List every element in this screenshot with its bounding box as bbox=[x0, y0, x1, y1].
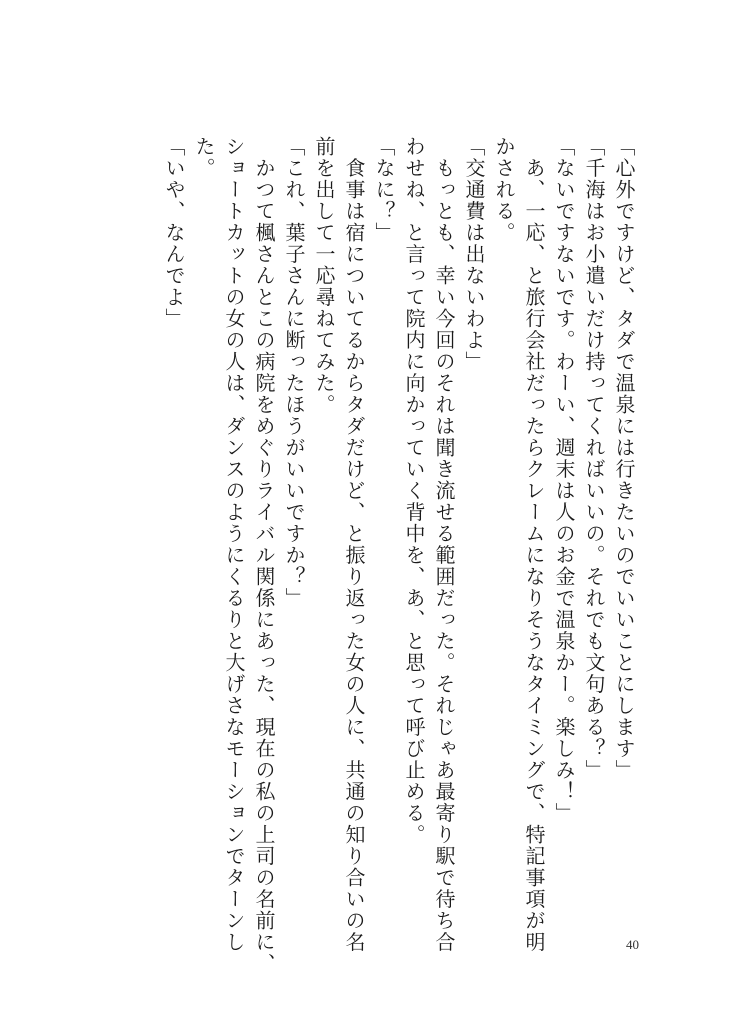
text-line: 食事は宿についてるからタダだけど、と振り返った女の人に、共通の知り合いの名 bbox=[342, 136, 366, 953]
text-line: かされる。 bbox=[492, 136, 516, 244]
text-line: わせね、と言って院内に向かっていく背中を、あ、と思って呼び止める。 bbox=[402, 136, 426, 846]
page-number: 40 bbox=[626, 937, 639, 952]
text-line: ショートカットの女の人は、ダンスのようにくるりと大げさなモーションでターンし bbox=[222, 136, 246, 953]
text-line: 前を出して一応尋ねてみた。 bbox=[312, 136, 336, 416]
text-line: 「ないですないです。わーい、週末は人のお金で温泉かー。楽しみ！」 bbox=[552, 136, 576, 824]
text-line: 「なに？」 bbox=[372, 136, 396, 244]
text-line: 「これ、葉子さんに断ったほうがいいですか？」 bbox=[282, 136, 306, 609]
text-line: 「千海はお小遣いだけ持ってくればいいの。それでも文句ある？」 bbox=[582, 136, 606, 781]
text-line: もっとも、幸い今回のそれは聞き流せる範囲だった。それじゃあ最寄り駅で待ち合 bbox=[432, 136, 456, 953]
text-line: 「いや、なんでよ」 bbox=[162, 136, 186, 330]
text-line: あ、一応、と旅行会社だったらクレームになりそうなタイミングで、特記事項が明 bbox=[522, 136, 546, 953]
text-line: かつて楓さんとこの病院をめぐりライバル関係にあった、現在の私の上司の名前に、 bbox=[252, 136, 276, 975]
text-line: 「交通費は出ないわよ」 bbox=[462, 136, 486, 373]
text-line: 「心外ですけど、タダで温泉には行きたいのでいいことにします」 bbox=[612, 136, 636, 781]
text-line: た。 bbox=[192, 136, 216, 179]
